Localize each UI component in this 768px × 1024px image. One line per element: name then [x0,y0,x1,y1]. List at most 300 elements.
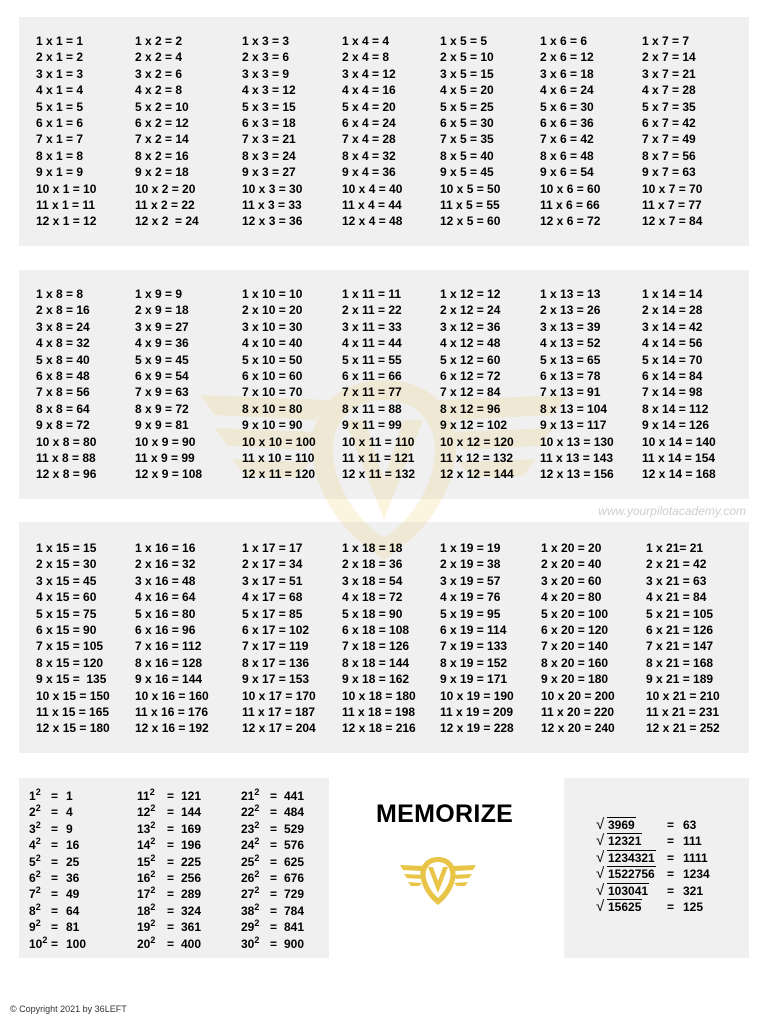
times-table-row: 5 x 2 = 10 [135,99,189,114]
times-table-row: 12 x 18 = 216 [342,721,416,736]
times-table-row: 1 x 17 = 17 [242,541,303,555]
memorize-title: MEMORIZE [376,800,514,828]
times-table-row: 9 x 9 = 81 [135,418,189,433]
times-table-row: 10 x 19 = 190 [440,688,514,703]
times-table-row: 8 x 8 = 64 [36,401,90,416]
square-row [241,836,305,853]
times-table-row: 4 x 6 = 24 [540,83,594,98]
times-table-row: 11 x 17 = 187 [242,704,316,719]
times-table-row: 2 x 2 = 4 [135,50,183,65]
times-table-row: 4 x 13 = 52 [540,336,601,351]
times-table-row: 5 x 9 = 45 [135,352,189,367]
radical-sign-icon: √ [596,897,605,915]
times-table-row: 5 x 12 = 60 [440,352,501,367]
radical-sign-icon: √ [596,816,605,833]
times-table-row: 12 x 20 = 240 [541,721,615,736]
times-table-row: 7 x 10 = 70 [242,385,303,400]
square-base: 26 [241,870,255,885]
square-root-row [596,816,697,834]
times-table-row: 9 x 21 = 189 [646,672,714,687]
times-table-row: 8 x 14 = 112 [642,401,709,416]
times-table-row: 9 x 20 = 180 [541,672,609,687]
times-table-row: 6 x 19 = 114 [440,622,507,637]
times-table-row: 9 x 19 = 171 [440,672,508,687]
square-base: 11 [137,789,150,803]
equals-sign: = [270,789,278,803]
square-base: 24 [241,838,255,853]
square-value: 400 [181,936,202,951]
radical [596,834,642,848]
square-exponent: 2 [150,836,156,847]
square-row [137,803,202,820]
times-table-row: 8 x 10 = 80 [242,401,303,416]
square-base: 29 [241,920,255,935]
times-table-row: 4 x 17 = 68 [242,590,303,605]
square-row [241,934,305,952]
times-table-row: 4 x 2 = 8 [135,83,183,98]
radicand: 15625 [608,899,642,914]
square-row [241,901,305,919]
square-row [241,852,305,870]
square-value: 225 [181,854,202,869]
square-exponent: 2 [150,803,156,814]
times-table-row: 7 x 8 = 56 [36,385,90,400]
square-value: 9 [66,821,73,836]
times-table-row: 2 x 15 = 30 [36,557,97,572]
times-table-row: 4 x 9 = 36 [135,336,189,351]
square-row [137,787,202,804]
square-value: 841 [284,920,305,935]
times-table-row: 6 x 18 = 108 [342,622,410,637]
square-exponent: 2 [150,901,156,912]
times-table-row: 5 x 16 = 80 [135,606,196,621]
square-base: 14 [137,838,151,853]
times-table-row: 12 x 12 = 144 [440,467,514,482]
square-row [29,836,80,853]
times-table-row: 10 x 5 = 50 [440,181,501,196]
times-table-row: 11 x 6 = 66 [540,197,600,212]
square-base: 30 [241,936,255,951]
square-row [29,852,80,870]
radical [596,848,656,866]
times-table-row: 10 x 7 = 70 [642,181,703,196]
times-table-row: 7 x 18 = 126 [342,639,410,654]
square-base: 9 [29,920,36,935]
root-value: 1111 [683,850,708,865]
times-table-row: 5 x 11 = 55 [342,352,402,367]
times-table-row: 5 x 21 = 105 [646,606,714,621]
square-row [137,934,202,952]
equals-sign: = [51,920,59,935]
times-table-row: 9 x 6 = 54 [540,165,594,180]
times-table-row: 3 x 12 = 36 [440,319,501,334]
times-table-row: 10 x 12 = 120 [440,434,514,449]
times-table-row: 4 x 5 = 20 [440,83,494,98]
times-table-row: 9 x 13 = 117 [540,418,607,433]
square-value: 361 [181,920,202,935]
square-base: 6 [29,870,36,885]
times-table-row: 12 x 14 = 168 [642,467,716,482]
times-table-row: 12 x 21 = 252 [646,721,720,736]
squares-column [137,787,202,952]
times-table-row: 12 x 7 = 84 [642,214,703,229]
equals-sign: = [167,838,175,853]
square-value: 289 [181,887,202,902]
square-base: 1 [29,789,36,803]
square-row [137,901,202,919]
square-value: 196 [181,838,202,853]
times-table-row: 5 x 13 = 65 [540,352,601,367]
times-table-row: 3 x 14 = 42 [642,319,703,334]
square-exponent: 2 [254,901,260,912]
equals-sign: = [270,903,278,918]
times-table-row: 9 x 11 = 99 [342,418,402,433]
square-exponent: 2 [254,803,260,814]
times-table-row: 11 x 19 = 209 [440,704,514,719]
times-table-row: 2 x 17 = 34 [242,557,303,572]
times-table-row: 6 x 13 = 78 [540,368,601,383]
times-table-row: 3 x 8 = 24 [36,319,90,334]
times-table-row: 6 x 15 = 90 [36,622,97,637]
square-exponent: 2 [254,918,260,929]
equals-sign: = [167,805,175,820]
times-table-row: 8 x 19 = 152 [440,655,508,670]
times-table-row: 8 x 16 = 128 [135,655,203,670]
times-table-row: 3 x 7 = 21 [642,66,696,81]
equals-sign: = [51,887,59,902]
times-table-row: 2 x 7 = 14 [642,50,696,65]
square-base: 13 [137,821,151,836]
square-base: 38 [241,903,255,918]
square-exponent: 2 [254,787,260,797]
square-value: 36 [66,870,80,885]
times-table-row: 6 x 4 = 24 [342,115,396,130]
times-table-row: 7 x 6 = 42 [540,132,594,147]
square-value: 100 [66,936,87,951]
times-table-row: 3 x 2 = 6 [135,66,183,81]
square-exponent: 2 [150,885,156,896]
times-table-column [36,540,110,737]
equals-sign: = [667,850,675,865]
square-exponent: 2 [42,934,48,945]
times-table-row: 8 x 17 = 136 [242,655,310,670]
square-exponent: 2 [35,852,41,863]
square-row [29,819,73,837]
radicand: 3969 [608,818,635,832]
times-table-row: 3 x 9 = 27 [135,319,189,334]
equals-sign: = [270,821,278,836]
times-table-row: 4 x 18 = 72 [342,590,403,605]
radical [596,897,642,915]
square-root-row [596,881,704,900]
equals-sign: = [167,821,175,836]
square-value: 144 [181,805,202,820]
square-exponent: 2 [35,868,41,879]
times-table-row: 2 x 12 = 24 [440,303,501,318]
square-base: 7 [29,887,36,902]
times-table-row: 1 x 9 = 9 [135,287,183,301]
equals-sign: = [51,821,59,836]
radicand: 1522756 [608,867,655,882]
equals-sign: = [167,854,175,869]
times-table-row: 1 x 13 = 13 [540,287,601,301]
square-value: 4 [66,805,73,820]
square-row [137,918,202,935]
times-table-row: 9 x 4 = 36 [342,165,396,180]
square-base: 3 [29,821,36,836]
times-table-column [242,286,316,483]
equals-sign: = [167,887,175,902]
squares-column [29,787,87,952]
times-table-column [541,540,615,737]
times-table-row: 4 x 19 = 76 [440,590,501,605]
radical [596,867,656,881]
radical-sign-icon: √ [596,832,605,850]
times-table-column [440,33,500,230]
square-row [29,787,73,804]
square-row [241,819,305,837]
times-table-row: 1 x 8 = 8 [36,287,84,301]
square-value: 784 [284,903,305,918]
times-table-row: 1 x 6 = 6 [540,34,588,48]
times-table-row: 1 x 18 = 18 [342,541,403,555]
equals-sign: = [167,903,175,918]
square-value: 625 [284,854,305,869]
square-root-row [596,832,702,850]
square-base: 16 [137,870,151,885]
square-base: 5 [29,854,36,869]
times-table-column [36,33,96,230]
equals-sign: = [167,789,175,803]
times-table-row: 3 x 5 = 15 [440,66,494,81]
square-base: 27 [241,887,255,902]
square-row [137,852,202,870]
root-value: 321 [683,883,704,898]
times-table-row: 6 x 7 = 42 [642,115,696,130]
times-table-row: 10 x 18 = 180 [342,688,416,703]
academy-logo [400,853,476,911]
times-table-row: 5 x 10 = 50 [242,352,303,367]
square-value: 324 [181,903,202,918]
square-base: 19 [137,920,151,935]
times-table-row: 7 x 12 = 84 [440,385,501,400]
times-table-row: 2 x 6 = 12 [540,50,594,65]
square-base: 12 [137,805,151,820]
times-table-row: 7 x 9 = 63 [135,385,189,400]
square-value: 64 [66,903,80,918]
equals-sign: = [167,920,175,935]
square-exponent: 2 [35,819,41,830]
radical [596,881,649,899]
times-table-row: 1 x 14 = 14 [642,287,703,301]
times-table-row: 5 x 1 = 5 [36,99,84,114]
times-table-column [646,540,720,737]
times-table-row: 11 x 13 = 143 [540,450,614,465]
times-table-row: 10 x 11 = 110 [342,434,415,449]
times-table-row: 11 x 20 = 220 [541,704,615,719]
times-table-row: 11 x 2 = 22 [135,197,195,212]
times-table-row: 11 x 1 = 11 [36,197,96,212]
times-table-column [342,33,402,230]
root-value: 111 [683,834,702,849]
square-base: 15 [137,854,151,869]
times-table-row: 3 x 13 = 39 [540,319,601,334]
times-table-row: 5 x 15 = 75 [36,606,97,621]
times-table-row: 8 x 3 = 24 [242,148,296,163]
times-table-row: 8 x 7 = 56 [642,148,696,163]
square-value: 25 [66,854,80,869]
times-table-row: 9 x 16 = 144 [135,672,203,687]
times-table-column [36,286,96,483]
square-row [29,885,80,902]
times-table-row: 1 x 2 = 2 [135,34,183,48]
square-exponent: 2 [35,836,41,847]
times-table-row: 8 x 21 = 168 [646,655,714,670]
times-table-row: 9 x 3 = 27 [242,165,296,180]
times-table-row: 12 x 5 = 60 [440,214,501,229]
times-table-row: 4 x 8 = 32 [36,336,90,351]
times-table-column [135,33,199,230]
times-table-row: 11 x 10 = 110 [242,450,315,465]
times-table-row: 12 x 16 = 192 [135,721,209,736]
square-base: 23 [241,821,255,836]
times-table-row: 6 x 17 = 102 [242,622,310,637]
square-value: 121 [181,789,202,803]
square-base: 25 [241,854,255,869]
times-table-row: 2 x 13 = 26 [540,303,601,318]
radical-sign-icon: √ [596,881,605,899]
times-table-row: 8 x 15 = 120 [36,655,104,670]
times-table-row: 2 x 3 = 6 [242,50,290,65]
square-row [137,819,202,837]
equals-sign: = [270,936,278,951]
equals-sign: = [667,883,675,898]
times-table-column [440,540,514,737]
times-table-column [540,286,614,483]
square-base: 8 [29,903,36,918]
times-table-row: 1 x 3 = 3 [242,34,290,48]
square-value: 729 [284,887,305,902]
times-table-row: 5 x 17 = 85 [242,606,303,621]
times-table-row: 8 x 18 = 144 [342,655,410,670]
times-table-row: 6 x 11 = 66 [342,368,402,383]
times-table-column [242,540,316,737]
times-table-row: 6 x 10 = 60 [242,368,303,383]
squares-column [241,787,305,952]
times-table-row: 10 x 21 = 210 [646,688,720,703]
times-table-row: 11 x 4 = 44 [342,197,402,212]
square-value: 169 [181,821,202,836]
times-table-row: 6 x 12 = 72 [440,368,501,383]
times-table-row: 1 x 16 = 16 [135,541,196,555]
radicand: 1234321 [608,850,655,865]
times-table-row: 11 x 21 = 231 [646,704,720,719]
times-table-row: 9 x 1 = 9 [36,165,84,180]
times-table-row: 12 x 15 = 180 [36,721,110,736]
times-table-row: 11 x 12 = 132 [440,450,514,465]
times-table-row: 12 x 17 = 204 [242,721,316,736]
equals-sign: = [667,867,675,882]
times-table-row: 11 x 14 = 154 [642,450,716,465]
equals-sign: = [167,936,175,951]
radicand: 12321 [608,834,642,849]
times-table-row: 12 x 8 = 96 [36,467,97,482]
times-table-row: 10 x 16 = 160 [135,688,209,703]
square-base: 10 [29,936,43,951]
times-table-row: 2 x 4 = 8 [342,50,390,65]
times-table-row: 6 x 3 = 18 [242,115,296,130]
square-exponent: 2 [150,918,156,929]
times-table-row: 10 x 4 = 40 [342,181,403,196]
times-table-row: 11 x 18 = 198 [342,704,416,719]
times-table-row: 6 x 9 = 54 [135,368,189,383]
times-table-row: 3 x 20 = 60 [541,573,602,588]
times-table-row: 12 x 9 = 108 [135,467,203,482]
times-table-row: 8 x 13 = 104 [540,401,608,416]
times-table-row: 12 x 11 = 132 [342,467,416,482]
square-root-row [596,897,704,916]
times-table-row: 7 x 4 = 28 [342,132,396,147]
square-exponent: 2 [35,901,41,912]
square-exponent: 2 [254,836,260,847]
square-value: 484 [284,805,305,820]
times-table-row: 1 x 19 = 19 [440,541,501,555]
square-exponent: 2 [35,787,41,797]
equals-sign: = [270,887,278,902]
times-table-row: 6 x 20 = 120 [541,622,609,637]
times-table-row: 4 x 7 = 28 [642,83,696,98]
times-table-row: 12 x 11 = 120 [242,467,316,482]
times-table-row: 7 x 5 = 35 [440,132,494,147]
times-table-row: 5 x 18 = 90 [342,606,403,621]
square-row [29,934,87,952]
times-table-row: 9 x 12 = 102 [440,418,508,433]
times-table-row: 5 x 4 = 20 [342,99,396,114]
times-table-row: 7 x 3 = 21 [242,132,296,147]
times-table-row: 11 x 8 = 88 [36,450,96,465]
root-value: 125 [683,899,704,914]
times-table-row: 7 x 21 = 147 [646,639,714,654]
times-table-row: 9 x 15 = 135 [36,672,107,687]
equals-sign: = [270,854,278,869]
times-table-row: 11 x 11 = 121 [342,450,415,465]
equals-sign: = [51,870,59,885]
root-value: 63 [683,818,697,832]
square-root-row [596,865,710,883]
times-table-row: 6 x 1 = 6 [36,115,84,130]
times-table-row: 4 x 3 = 12 [242,83,296,98]
times-table-row: 9 x 18 = 162 [342,672,410,687]
times-table-row: 1 x 4 = 4 [342,34,390,48]
times-table-row: 3 x 19 = 57 [440,573,501,588]
times-table-column [642,286,716,483]
equals-sign: = [51,805,59,820]
times-table-row: 3 x 11 = 33 [342,319,402,334]
square-value: 529 [284,821,305,836]
times-table-row: 6 x 8 = 48 [36,368,90,383]
square-exponent: 2 [150,819,156,830]
square-base: 2 [29,805,36,820]
equals-sign: = [270,838,278,853]
square-base: 20 [137,936,151,951]
times-table-row: 12 x 1 = 12 [36,214,97,229]
times-table-row: 3 x 17 = 51 [242,573,303,588]
square-exponent: 2 [149,787,155,797]
times-table-row: 11 x 3 = 33 [242,197,302,212]
times-table-row: 2 x 21 = 42 [646,557,707,572]
times-table-row: 9 x 8 = 72 [36,418,90,433]
times-table-row: 8 x 2 = 16 [135,148,189,163]
